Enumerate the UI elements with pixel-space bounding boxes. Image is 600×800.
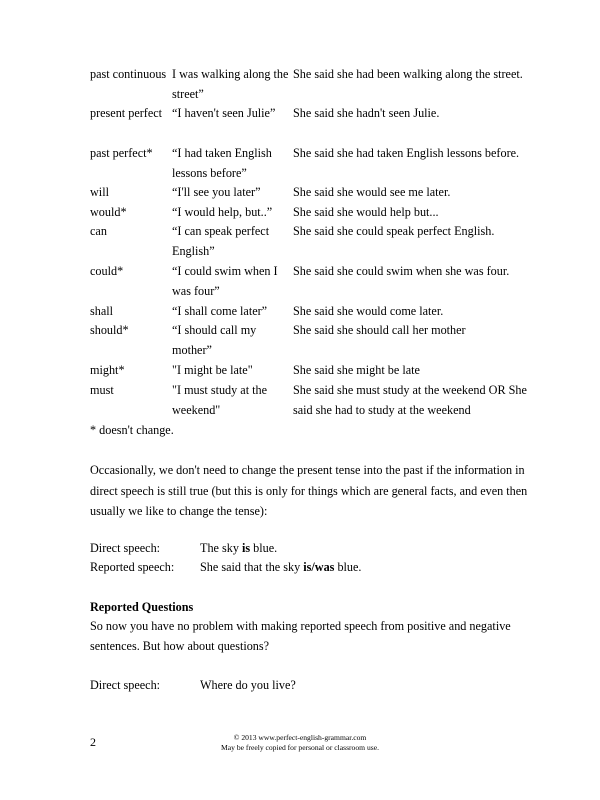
- body-paragraph: So now you have no problem with making reported speech from positive and negative sentences. But how about questions?: [90, 619, 511, 653]
- example-direct-speech: [90, 676, 490, 695]
- example-value: Where do you live?: [200, 678, 296, 692]
- reported-speech-cell: She said she hadn't seen Julie.: [293, 106, 440, 120]
- table-footnote: * doesn't change.: [90, 423, 174, 437]
- reported-speech-cell: She said she should call her mother: [293, 323, 466, 337]
- example-label: Reported speech:: [90, 560, 175, 574]
- direct-speech-cell: “I should call my mother”: [172, 323, 257, 357]
- example-label: Direct speech:: [90, 541, 161, 555]
- tense-cell: past perfect*: [90, 146, 153, 160]
- reported-speech-cell: She said she would help but...: [293, 205, 439, 219]
- reported-speech-cell: She said she had taken English lessons before.: [293, 146, 520, 160]
- direct-speech-cell: “I would help, but..”: [172, 205, 273, 219]
- reported-speech-cell: She said she could speak perfect English.: [293, 224, 495, 238]
- reported-speech-cell: She said she had been walking along the street.: [293, 67, 523, 81]
- direct-speech-cell: “I had taken English lessons before”: [172, 146, 272, 180]
- section-heading: Reported Questions: [90, 600, 194, 614]
- page-footer: [0, 733, 600, 752]
- tense-cell: will: [90, 185, 109, 199]
- body-paragraph: Occasionally, we don't need to change the present tense into the past if the information in direct speech is still true (but this is only for things which are general facts, and even then usually we like to change the tense):: [90, 463, 528, 518]
- tense-cell: should*: [90, 323, 129, 337]
- direct-speech-cell: I was walking along the street”: [172, 67, 289, 101]
- direct-speech-cell: “I shall come later”: [172, 304, 268, 318]
- tense-cell: must: [90, 383, 114, 397]
- tense-cell: present perfect: [90, 106, 163, 120]
- direct-speech-cell: "I must study at the weekend": [172, 383, 268, 417]
- direct-speech-cell: “I can speak perfect English”: [172, 224, 270, 258]
- emphasis-text: is: [241, 541, 251, 555]
- tense-cell: past continuous: [90, 67, 167, 81]
- reported-speech-cell: She said she must study at the weekend OR She said she had to study at the weekend: [293, 383, 527, 417]
- example-reported-speech: [90, 558, 490, 577]
- reported-speech-cell: She said she would come later.: [293, 304, 444, 318]
- tense-cell: might*: [90, 363, 125, 377]
- tense-cell: shall: [90, 304, 114, 318]
- example-label: Direct speech:: [90, 678, 161, 692]
- reported-speech-cell: She said she might be late: [293, 363, 420, 377]
- direct-speech-cell: "I might be late": [172, 363, 253, 377]
- example-value: She said that the sky is/was blue.: [200, 560, 362, 574]
- direct-speech-cell: “I could swim when I was four”: [172, 264, 278, 298]
- tense-cell: could*: [90, 264, 124, 278]
- tense-cell: can: [90, 224, 107, 238]
- example-direct-speech: [90, 539, 490, 558]
- direct-speech-cell: “I haven't seen Julie”: [172, 106, 276, 120]
- reported-speech-cell: She said she would see me later.: [293, 185, 451, 199]
- example-value: The sky is blue.: [200, 541, 278, 555]
- license-line: May be freely copied for personal or classroom use.: [221, 742, 379, 752]
- direct-speech-cell: “I'll see you later”: [172, 185, 261, 199]
- page-number: 2: [90, 735, 96, 749]
- copyright-line: © 2013 www.perfect-english-grammar.com: [233, 733, 367, 742]
- tense-cell: would*: [90, 205, 127, 219]
- reported-speech-cell: She said she could swim when she was four.: [293, 264, 510, 278]
- emphasis-text: is/was: [303, 560, 335, 574]
